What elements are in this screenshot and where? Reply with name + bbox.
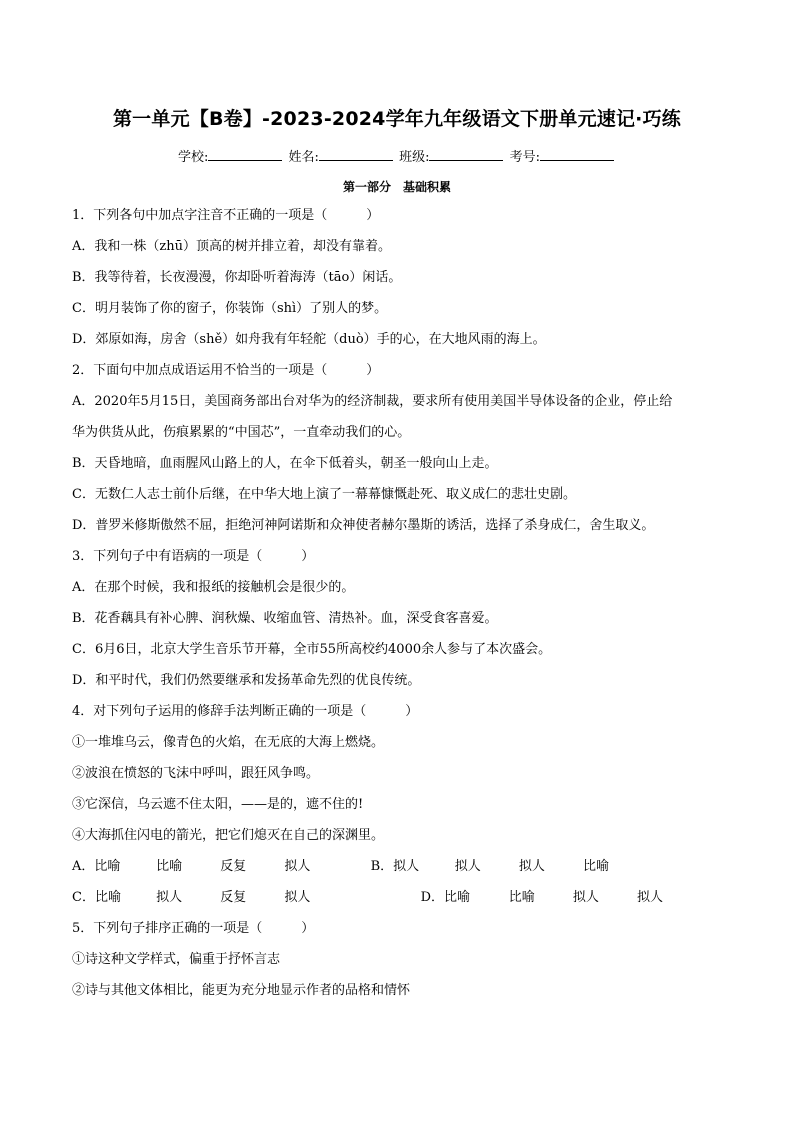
q4-a-3: 反复 bbox=[220, 859, 247, 874]
q4-b-2: 拟人 bbox=[454, 859, 481, 874]
q4-options-cd bbox=[72, 882, 752, 913]
q1-option-a: A．我和一株（zhū）顶高的树并排立着，却没有靠着。 bbox=[72, 239, 391, 254]
student-info-row bbox=[0, 146, 794, 165]
q2-stem: 2．下面句中加点成语运用不恰当的一项是（ ） bbox=[72, 363, 380, 378]
school-blank[interactable] bbox=[208, 148, 282, 161]
q5-sentence-2: ②诗与其他文体相比，能更为充分地显示作者的品格和情怀 bbox=[72, 983, 411, 998]
q4-d-1: D．比喻 bbox=[420, 890, 470, 905]
q4-options-ab bbox=[72, 851, 752, 882]
q2-option-b: B．天昏地暗，血雨腥风山路上的人，在伞下低着头，朝圣一般向山上走。 bbox=[72, 456, 498, 471]
q4-c-3: 反复 bbox=[220, 890, 247, 905]
q4-a-1: A．比喻 bbox=[72, 859, 121, 874]
number-label: 考号: bbox=[509, 150, 540, 165]
q4-c-4: 拟人 bbox=[284, 890, 311, 905]
q5-stem: 5．下列句子排序正确的一项是（ ） bbox=[72, 921, 315, 936]
q4-c-2: 拟人 bbox=[156, 890, 183, 905]
q4-c-1: C．比喻 bbox=[72, 890, 121, 905]
question-list bbox=[72, 200, 752, 1006]
q1-option-d: D．郊原如海，房舍（shě）如舟我有年轻舵（duò）手的心，在大地风雨的海上。 bbox=[72, 332, 546, 347]
q4-sentence-3: ③它深信，乌云遮不住太阳，——是的，遮不住的! bbox=[72, 797, 364, 812]
q4-a-4: 拟人 bbox=[284, 859, 311, 874]
q1-option-b: B．我等待着，长夜漫漫，你却卧听着海涛（tāo）闲话。 bbox=[72, 270, 402, 285]
q4-d-2: 比喻 bbox=[508, 890, 535, 905]
name-blank[interactable] bbox=[319, 148, 393, 161]
page-title: 第一单元【B卷】-2023-2024学年九年级语文下册单元速记·巧练 bbox=[112, 108, 682, 130]
q1-stem: 1．下列各句中加点字注音不正确的一项是（ ） bbox=[72, 208, 380, 223]
q4-sentence-2: ②波浪在愤怒的飞沫中呼叫，跟狂风争鸣。 bbox=[72, 766, 320, 781]
class-label: 班级: bbox=[399, 150, 430, 165]
section-title: 第一部分 基础积累 bbox=[342, 180, 451, 194]
number-blank[interactable] bbox=[540, 148, 614, 161]
q4-b-1: B．拟人 bbox=[370, 859, 420, 874]
q2-option-a-line2: 华为供货从此，伤痕累累的“中国芯”，一直牵动我们的心。 bbox=[72, 425, 411, 440]
q3-stem: 3．下列句子中有语病的一项是（ ） bbox=[72, 549, 315, 564]
name-label: 姓名: bbox=[288, 150, 319, 165]
q4-d-3: 拟人 bbox=[572, 890, 599, 905]
q4-b-4: 比喻 bbox=[582, 859, 609, 874]
q4-d-4: 拟人 bbox=[636, 890, 663, 905]
q2-option-a-line1: A．2020年5月15日，美国商务部出台对华为的经济制裁，要求所有使用美国半导体设备的企业，停止给 bbox=[72, 394, 673, 409]
q4-b-3: 拟人 bbox=[518, 859, 545, 874]
q4-sentence-1: ①一堆堆乌云，像青色的火焰，在无底的大海上燃烧。 bbox=[72, 735, 385, 750]
q4-sentence-4: ④大海抓住闪电的箭光，把它们熄灭在自己的深渊里。 bbox=[72, 828, 385, 843]
q1-option-c: C．明月装饰了你的窗子，你装饰（shì）了别人的梦。 bbox=[72, 301, 388, 316]
q2-option-d: D．普罗米修斯傲然不屈，拒绝河神阿诺斯和众神使者赫尔墨斯的诱活，选择了杀身成仁，舍生取义。 bbox=[72, 518, 655, 533]
q3-option-a: A．在那个时候，我和报纸的接触机会是很少的。 bbox=[72, 580, 355, 595]
q4-a-2: 比喻 bbox=[156, 859, 183, 874]
school-label: 学校: bbox=[178, 150, 209, 165]
q4-stem: 4．对下列句子运用的修辞手法判断正确的一项是（ ） bbox=[72, 704, 419, 719]
q3-option-d: D．和平时代，我们仍然要继承和发扬革命先烈的优良传统。 bbox=[72, 673, 421, 688]
q5-sentence-1: ①诗这种文学样式，偏重于抒怀言志 bbox=[72, 952, 281, 967]
q3-option-c: C．6月6日，北京大学生音乐节开幕，全市55所高校约4000余人参与了本次盛会。 bbox=[72, 642, 552, 657]
class-blank[interactable] bbox=[429, 148, 503, 161]
q2-option-c: C．无数仁人志士前仆后继，在中华大地上演了一幕幕慷慨赴死、取义成仁的悲壮史剧。 bbox=[72, 487, 576, 502]
q3-option-b: B．花香藕具有补心脾、润秋燥、收缩血管、清热补。血，深受食客喜爱。 bbox=[72, 611, 498, 626]
